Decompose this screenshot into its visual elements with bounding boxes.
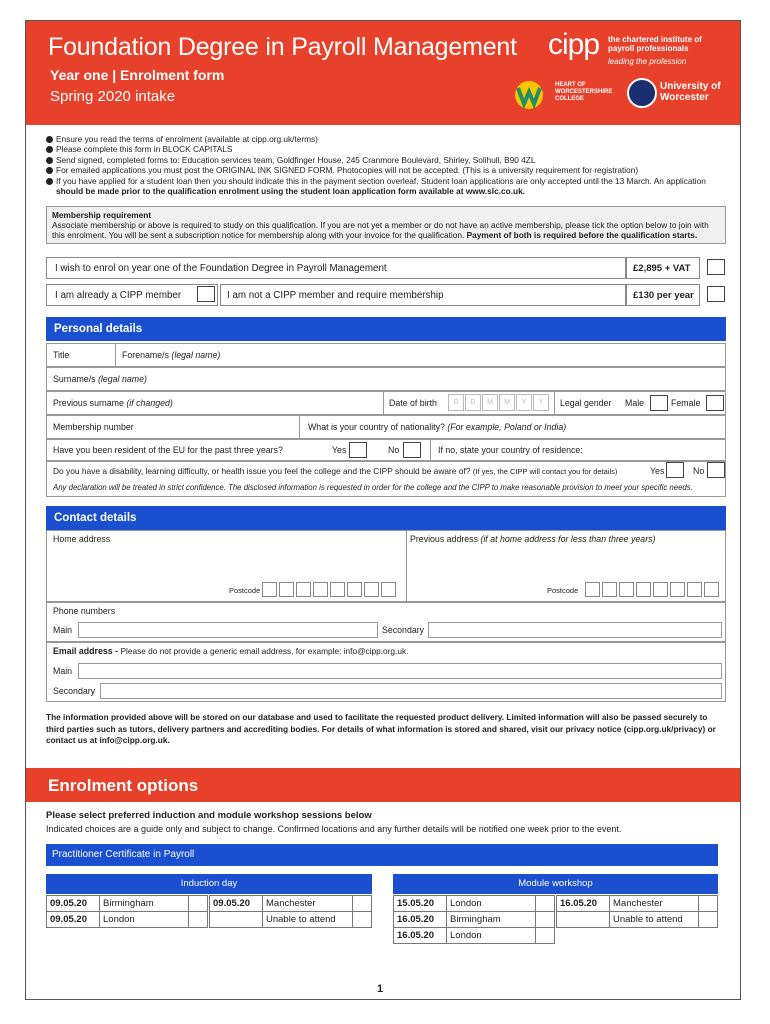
home-postcode-label: Postcode — [229, 586, 261, 595]
previous-surname-label: Previous surname — [53, 398, 124, 408]
enrol-statement: I wish to enrol on year one of the Foundation Degree in Payroll Management — [46, 257, 626, 279]
divider — [430, 439, 431, 461]
postcode-char-box[interactable] — [381, 582, 396, 597]
session-checkbox[interactable] — [353, 896, 372, 912]
email-main-label: Main — [53, 666, 73, 676]
previous-address-label: Previous address — [410, 534, 478, 544]
dob-box[interactable]: Y — [533, 394, 549, 411]
list-item: Please complete this form in BLOCK CAPITALS — [46, 144, 726, 154]
session-location: Unable to attend — [263, 912, 353, 928]
session-date — [557, 912, 610, 928]
membership-price: £130 per year — [626, 284, 700, 306]
forename-note: (legal name) — [171, 350, 221, 360]
page-number: 1 — [377, 983, 384, 995]
page-title: Foundation Degree in Payroll Management — [48, 33, 517, 61]
surname-label: Surname/s — [53, 374, 96, 384]
session-date: 09.05.20 — [47, 896, 100, 912]
session-date: 15.05.20 — [394, 896, 447, 912]
title-label: Title — [53, 350, 70, 360]
already-member-label: I am already a CIPP member — [46, 284, 218, 306]
home-address-label: Home address — [53, 534, 111, 544]
eu-no-checkbox[interactable] — [403, 442, 421, 458]
bullet-icon — [46, 146, 53, 153]
dob-box[interactable]: D — [465, 394, 481, 411]
not-member-label: I am not a CIPP member and require membership — [220, 284, 626, 306]
session-row — [557, 912, 718, 928]
session-location: London — [447, 928, 536, 944]
session-date — [210, 912, 263, 928]
instructions-list — [46, 134, 726, 196]
postcode-char-box[interactable] — [670, 582, 685, 597]
eu-resident-label: Have you been resident of the EU for the past three years? — [53, 445, 283, 455]
session-date: 09.05.20 — [47, 912, 100, 928]
session-date: 16.05.20 — [394, 928, 447, 944]
session-location: Birmingham — [447, 912, 536, 928]
postcode-char-box[interactable] — [602, 582, 617, 597]
module-workshop-heading: Module workshop — [393, 874, 718, 894]
session-checkbox[interactable] — [189, 896, 208, 912]
cipp-tagline: leading the profession — [608, 57, 687, 66]
phone-secondary-input[interactable] — [428, 622, 722, 638]
session-row — [210, 912, 372, 928]
postcode-char-box[interactable] — [330, 582, 345, 597]
bullet-icon — [46, 157, 53, 164]
membership-text: Associate membership or above is required to study on this qualification. If you are not yet a member or do not have an active membership, please tick the option below to join with — [52, 220, 709, 230]
female-checkbox[interactable] — [706, 395, 724, 411]
list-item: Ensure you read the terms of enrolment (available at cipp.org.uk/terms) — [46, 134, 726, 144]
previous-surname-note: (if changed) — [126, 398, 173, 408]
membership-payment-note: Payment of both is required before the qualification starts. — [466, 230, 698, 240]
intake-label: Spring 2020 intake — [50, 88, 176, 105]
dob-box[interactable]: D — [448, 394, 464, 411]
session-row — [394, 912, 555, 928]
session-row — [394, 928, 555, 944]
session-checkbox[interactable] — [699, 912, 718, 928]
membership-heading: Membership requirement — [52, 210, 152, 220]
residence-country-label: If no, state your country of residence: — [438, 445, 583, 455]
postcode-char-box[interactable] — [619, 582, 634, 597]
session-location: Manchester — [610, 896, 699, 912]
disability-yes-checkbox[interactable] — [666, 462, 684, 478]
session-checkbox[interactable] — [353, 912, 372, 928]
eu-no-label: No — [388, 445, 400, 455]
session-date: 16.05.20 — [394, 912, 447, 928]
email-label: Email address - — [53, 646, 119, 656]
sessions-heading: Please select preferred induction and module workshop sessions below — [46, 810, 372, 821]
list-item: should be made prior to the qualification enrolment using the student loan application form available at www.slc.co.uk. — [56, 186, 525, 197]
male-label: Male — [625, 398, 645, 408]
session-row — [557, 896, 718, 912]
phone-secondary-label: Secondary — [382, 625, 425, 635]
university-worcester-name: University of Worcester — [660, 81, 721, 103]
session-location: Birmingham — [100, 896, 189, 912]
postcode-char-box[interactable] — [687, 582, 702, 597]
divider — [406, 530, 407, 602]
dob-box[interactable]: Y — [516, 394, 532, 411]
dob-box[interactable]: M — [482, 394, 498, 411]
female-label: Female — [671, 398, 701, 408]
postcode-char-box[interactable] — [585, 582, 600, 597]
postcode-char-box[interactable] — [279, 582, 294, 597]
sessions-note: Indicated choices are a guide only and subject to change. Confirmed locations and any further details will be notified one week prior to the event. — [46, 824, 622, 834]
postcode-char-box[interactable] — [704, 582, 719, 597]
declaration-note: Any declaration will be treated in strict confidence. The disclosed information is requested in order for the college and the CIPP to make reasonable provision to meet your specific needs. — [53, 483, 693, 492]
membership-box — [46, 206, 726, 244]
surname-note: (legal name) — [98, 374, 147, 384]
session-row — [394, 896, 555, 912]
contact-details-heading: Contact details — [46, 506, 726, 530]
personal-details-heading: Personal details — [46, 317, 726, 341]
phone-numbers-label: Phone numbers — [53, 606, 116, 616]
postcode-char-box[interactable] — [636, 582, 651, 597]
postcode-char-box[interactable] — [313, 582, 328, 597]
email-note: Please do not provide a generic email address, for example: info@cipp.org.uk. — [120, 646, 409, 656]
disability-note: (If yes, the CIPP will contact you for details) — [472, 467, 618, 476]
session-location: Manchester — [263, 896, 353, 912]
previous-postcode-label: Postcode — [547, 586, 579, 595]
postcode-char-box[interactable] — [296, 582, 311, 597]
divider — [383, 391, 384, 415]
dob-label: Date of birth — [389, 398, 437, 408]
disability-yes-label: Yes — [650, 466, 665, 476]
worcestershire-college-logo — [512, 80, 546, 110]
postcode-char-box[interactable] — [364, 582, 379, 597]
induction-day-heading: Induction day — [46, 874, 372, 894]
membership-text-2: this enrolment. You will be sent a subscription notice for membership along with your invoice for the qualification. — [52, 230, 465, 240]
dob-box[interactable]: M — [499, 394, 515, 411]
bullet-icon — [46, 136, 53, 143]
session-row — [47, 912, 208, 928]
email-secondary-input[interactable] — [100, 683, 722, 699]
postcode-char-box[interactable] — [262, 582, 277, 597]
session-date: 09.05.20 — [210, 896, 263, 912]
university-worcester-logo — [627, 78, 657, 108]
not-member-checkbox[interactable] — [707, 286, 725, 302]
session-location: London — [100, 912, 189, 928]
cipp-name: the chartered institute of payroll professionals — [608, 35, 702, 53]
phone-main-label: Main — [53, 625, 73, 635]
divider — [299, 415, 300, 439]
legal-gender-label: Legal gender — [560, 398, 612, 408]
workshop-table-right — [556, 895, 718, 928]
session-checkbox[interactable] — [699, 896, 718, 912]
programme-title: Practitioner Certificate in Payroll — [46, 844, 718, 866]
male-checkbox[interactable] — [650, 395, 668, 411]
eu-yes-checkbox[interactable] — [349, 442, 367, 458]
divider — [554, 391, 555, 415]
enrol-checkbox[interactable] — [707, 259, 725, 275]
previous-address-note: (if at home address for less than three years) — [480, 534, 656, 544]
list-item: If you have applied for a student loan then you should indicate this in the payment section overleaf. Student loan applications are only accepted until the 13 March. An application — [46, 176, 726, 186]
email-secondary-label: Secondary — [53, 686, 96, 696]
disability-no-label: No — [693, 466, 705, 476]
already-member-checkbox[interactable] — [197, 286, 215, 302]
forename-label: Forename/s — [122, 350, 169, 360]
enrol-price: £2,895 + VAT — [626, 257, 700, 279]
phone-main-input[interactable] — [78, 622, 378, 638]
privacy-notice: The information provided above will be stored on our database and used to facilitate the requested product delivery. Limited information will also be passed securely to third parties such as tutors, delivery partners and accrediting bodies. For details of what information is stored and shared, visit our privacy notice (cipp.org.uk/privacy) or contact us at info@cipp.org.uk. — [46, 712, 716, 745]
session-checkbox[interactable] — [536, 912, 555, 928]
bullet-icon — [46, 167, 53, 174]
postcode-char-box[interactable] — [653, 582, 668, 597]
workshop-table-left — [393, 895, 555, 944]
cipp-logo: cipp — [548, 28, 600, 61]
nationality-label: What is your country of nationality? — [308, 422, 445, 432]
session-checkbox[interactable] — [536, 928, 555, 944]
session-row — [47, 896, 208, 912]
eu-yes-label: Yes — [332, 445, 347, 455]
enrolment-options-heading: Enrolment options — [26, 768, 740, 802]
membership-number-label: Membership number — [53, 422, 134, 432]
disability-no-checkbox[interactable] — [707, 462, 725, 478]
session-checkbox[interactable] — [536, 896, 555, 912]
divider — [115, 343, 116, 367]
disability-label: Do you have a disability, learning difficulty, or health issue you feel the college and the CIPP should be aware of? — [53, 466, 471, 476]
induction-table-right — [209, 895, 372, 928]
postcode-char-box[interactable] — [347, 582, 362, 597]
session-location: London — [447, 896, 536, 912]
session-location: Unable to attend — [610, 912, 699, 928]
surname-field[interactable] — [46, 367, 726, 391]
session-checkbox[interactable] — [189, 912, 208, 928]
session-date: 16.05.20 — [557, 896, 610, 912]
bullet-icon — [46, 178, 53, 185]
form-subtitle: Year one | Enrolment form — [50, 67, 225, 83]
induction-table-left — [46, 895, 208, 928]
nationality-note: (For example, Poland or India) — [447, 422, 567, 432]
list-item: Send signed, completed forms to: Education services team, Goldfinger House, 245 Cranmore Boulevard, Shirley, Solihull, B90 4ZL — [46, 155, 726, 165]
session-row — [210, 896, 372, 912]
worcestershire-college-name: HEART OF WORCESTERSHIRE COLLEGE — [555, 82, 613, 102]
list-item: For emailed applications you must post the ORIGINAL INK SIGNED FORM. Photocopies will not be accepted. (This is a university requirement for registration) — [46, 165, 726, 175]
email-main-input[interactable] — [78, 663, 722, 679]
